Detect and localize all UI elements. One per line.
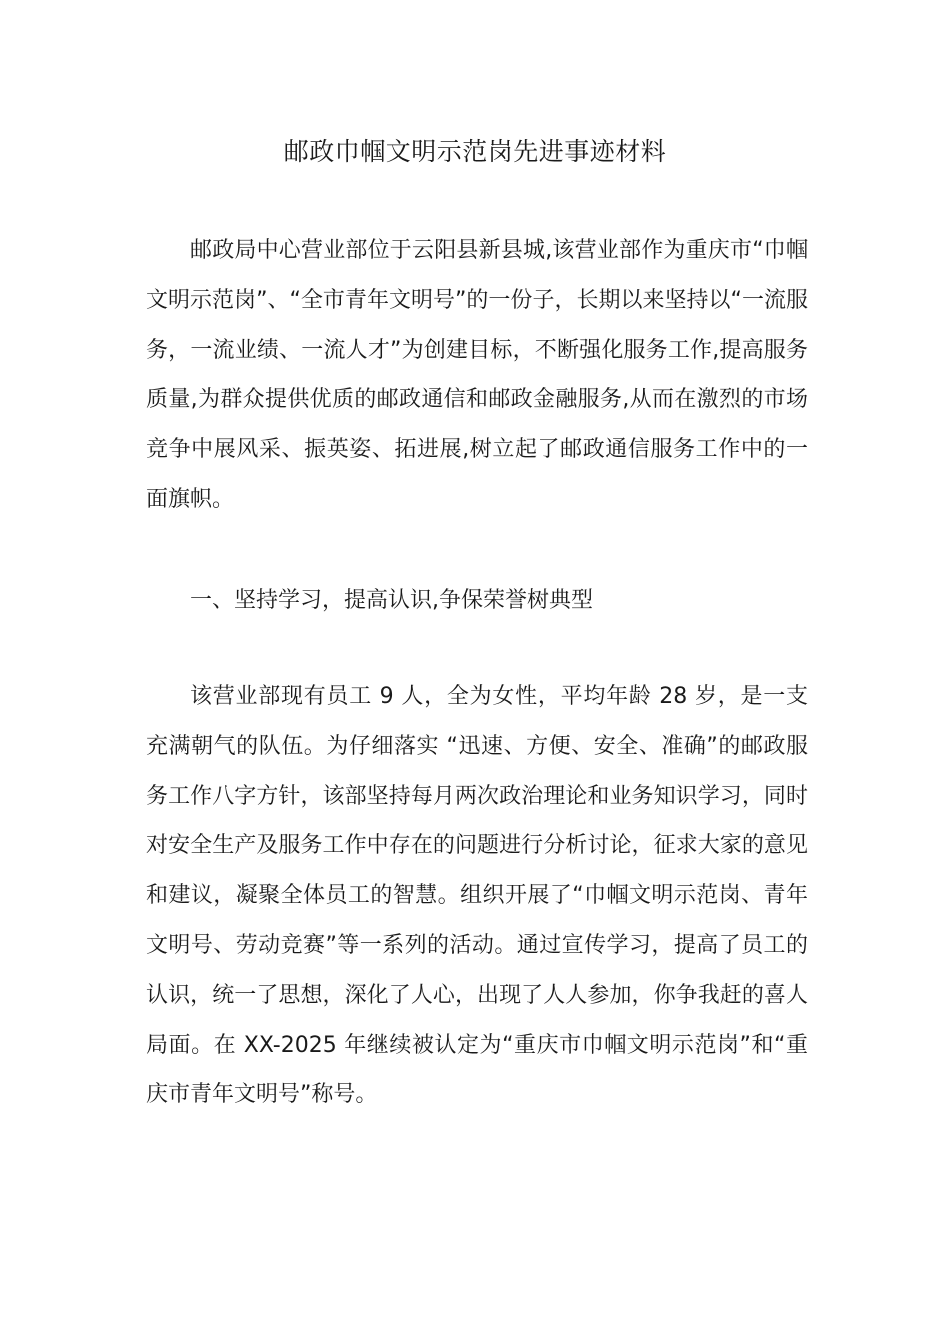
body-paragraph: 该营业部现有员工 9 人，全为女性，平均年龄 28 岁，是一支充满朝气的队伍。为仔细落实 “迅速、方便、安全、准确”的邮政服务工作八字方针，该部坚持每月两次政治理论和业务知识学习，同时对安全生产及服务工作中存在的问题进行分析讨论，征求大家的意见和建议，凝聚全体员工的智慧。组织开展了“巾帼文明示范岗、青年文明号、劳动竞赛”等一系列的活动。通过宣传学习，提高了员工的认识，统一了思想，深化了人心，出现了人人参加，你争我赶的喜人局面。在 XX-2025 年继续被认定为“重庆市巾帼文明示范岗”和“重庆市青年文明号”称号。	[146, 684, 808, 1108]
section-heading: 一、坚持学习，提高认识,争保荣誉树典型	[190, 588, 593, 613]
document-title: 邮政巾帼文明示范岗先进事迹材料	[283, 137, 667, 166]
intro-paragraph: 邮政局中心营业部位于云阳县新县城,该营业部作为重庆市“巾帼文明示范岗”、“全市青年文明号”的一份子，长期以来坚持以“一流服务，一流业绩、一流人才”为创建目标，不断强化服务工作,提高服务质量,为群众提供优质的邮政通信和邮政金融服务,从而在激烈的市场竞争中展风采、振英姿、拓进展,树立起了邮政通信服务工作中的一面旗帜。	[146, 238, 808, 512]
